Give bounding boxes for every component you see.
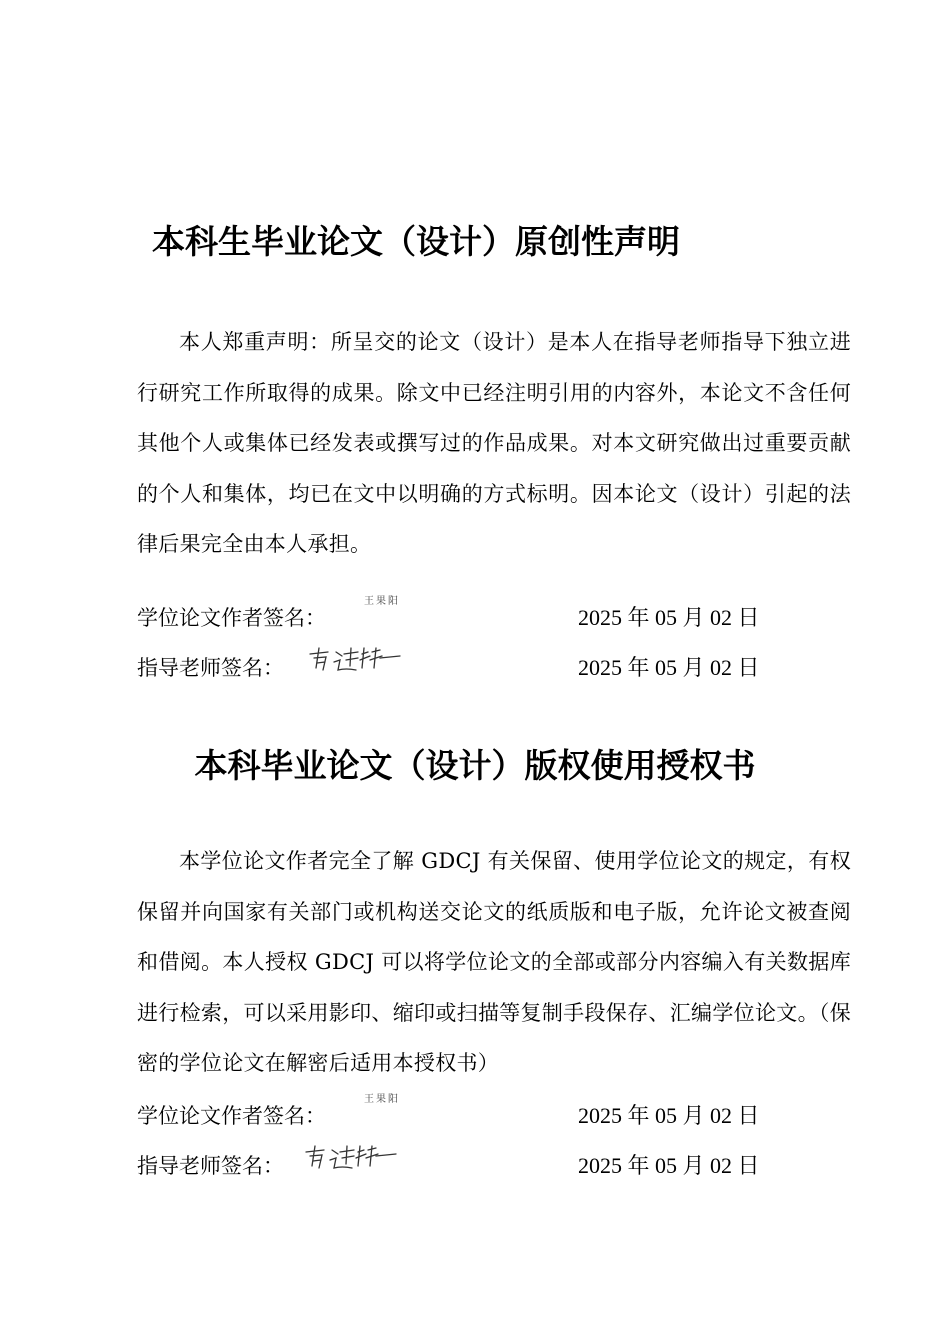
- declaration-advisor-signature-label: 指导老师签名：: [137, 656, 284, 680]
- authorization-advisor-signature-label: 指导老师签名：: [137, 1154, 284, 1178]
- declaration-body: 本人郑重声明：所呈交的论文（设计）是本人在指导老师指导下独立进行研究工作所取得的成果。除文中已经注明引用的内容外，本论文不含任何其他个人或集体已经发表或撰写过的作品成果。对本文研究做出过重要贡献的个人和集体，均已在文中以明确的方式标明。因本论文（设计）引起的法律后果完全由本人承担。: [137, 330, 851, 556]
- authorization-author-signature: 王果阳: [364, 1094, 400, 1105]
- declaration-author-date: 2025 年 05 月 02 日: [578, 605, 760, 630]
- authorization-title: 本科毕业论文（设计）版权使用授权书: [194, 746, 756, 785]
- authorization-advisor-signature: [302, 1144, 398, 1174]
- authorization-author-signature-label: 学位论文作者签名：: [137, 1104, 326, 1128]
- declaration-author-signature-label: 学位论文作者签名：: [137, 606, 326, 630]
- authorization-advisor-date: 2025 年 05 月 02 日: [578, 1153, 760, 1178]
- authorization-body: 本学位论文作者完全了解 GDCJ 有关保留、使用学位论文的规定，有权保留并向国家有关部门或机构送交论文的纸质版和电子版，允许论文被查阅和借阅。本人授权 GDCJ 可以将学位论文的全部或部分内容编入有关数据库进行检索，可以采用影印、缩印或扫描等复制手段保存、汇编学位论文。（保密的学位论文在解密后适用本授权书）: [137, 849, 851, 1075]
- declaration-advisor-date: 2025 年 05 月 02 日: [578, 655, 760, 680]
- authorization-author-date: 2025 年 05 月 02 日: [578, 1103, 760, 1128]
- declaration-title: 本科生毕业论文（设计）原创性声明: [152, 222, 680, 261]
- declaration-advisor-signature: [306, 646, 402, 676]
- declaration-author-signature: 王果阳: [364, 596, 400, 607]
